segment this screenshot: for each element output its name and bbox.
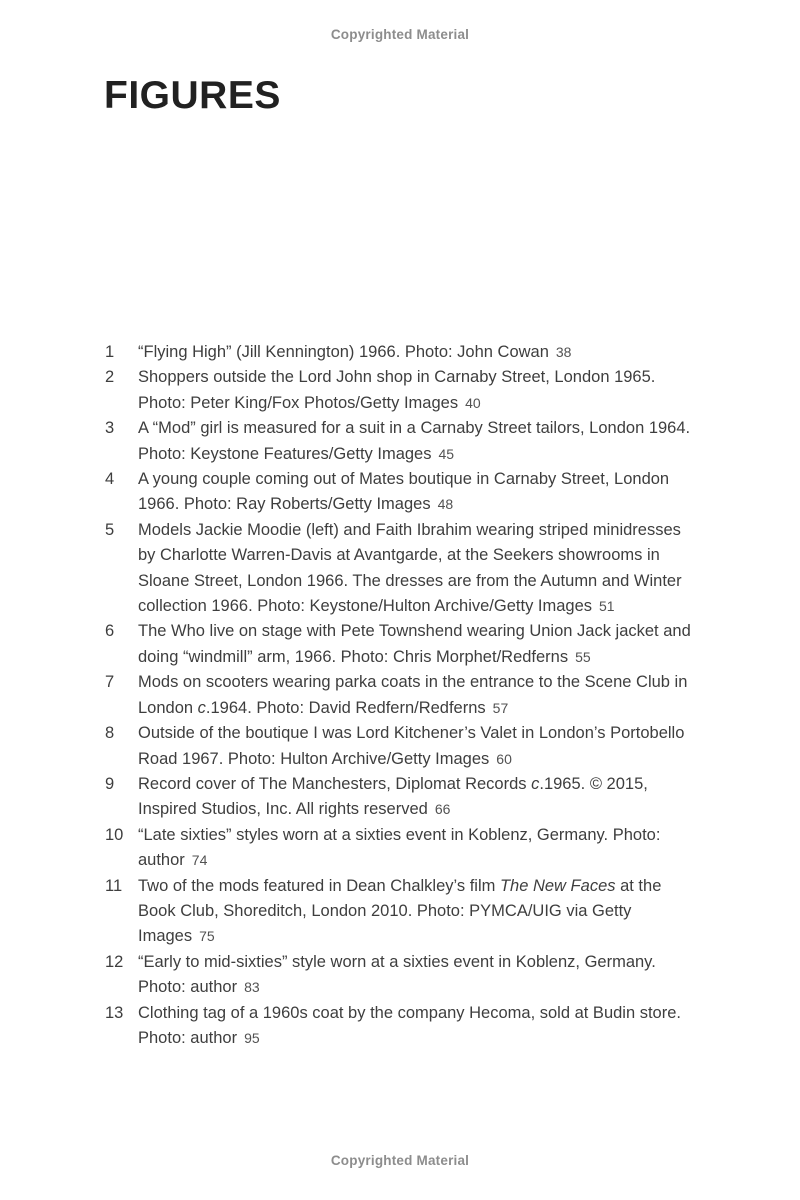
figure-entry (105, 340, 693, 365)
figure-entry (105, 467, 693, 518)
figure-page-number: 83 (244, 979, 260, 996)
figure-caption (138, 953, 656, 996)
figure-caption (138, 724, 684, 767)
figure-caption-segment: The New Faces (499, 876, 616, 895)
figure-entry (105, 950, 693, 1001)
figures-list (105, 340, 693, 1051)
figure-page-number: 51 (599, 598, 615, 615)
copyright-notice-bottom: Copyrighted Material (330, 1153, 470, 1168)
figure-page-number: 48 (437, 496, 454, 513)
figure-page-number: 57 (492, 699, 509, 716)
figure-entry (105, 365, 693, 416)
figure-number: 10 (105, 825, 124, 844)
page-title: FIGURES (104, 74, 281, 117)
figure-caption-segment: c (197, 698, 206, 717)
figure-caption (138, 1004, 681, 1047)
figure-caption (138, 775, 648, 818)
figure-number: 2 (105, 368, 115, 387)
figure-caption-segment: “Flying High” (Jill Kennington) 1966. Photo: John Cowan (138, 343, 549, 361)
figure-entry (105, 416, 693, 467)
figure-entry (105, 670, 693, 721)
figure-number: 4 (105, 470, 115, 489)
figure-entry (105, 823, 693, 874)
figure-caption (138, 343, 571, 361)
figure-entry (105, 721, 693, 772)
figure-caption-segment: Clothing tag of a 1960s coat by the company Hecoma, sold at Budin store. Photo: author (138, 1003, 681, 1047)
figure-entry (105, 1001, 693, 1052)
figure-number: 9 (105, 774, 115, 793)
figure-number: 13 (105, 1003, 124, 1022)
figure-caption (138, 826, 660, 869)
figure-number: 11 (105, 876, 123, 895)
figure-caption-segment: at the Book Club, Shoreditch, London 2010. Photo: PYMCA/UIG via Getty Images (138, 876, 662, 946)
figure-entry (105, 772, 693, 823)
figure-caption-segment: A “Mod” girl is measured for a suit in a Carnaby Street tailors, London 1964. Photo: Keystone Features/Getty Images (138, 419, 691, 463)
figure-page-number: 40 (465, 394, 481, 411)
figure-number: 1 (105, 343, 115, 361)
figure-number: 3 (105, 419, 115, 438)
figure-number: 6 (105, 622, 115, 641)
figure-page-number: 60 (496, 750, 512, 767)
figure-caption-segment: Mods on scooters wearing parka coats in the entrance to the Scene Club in London (138, 673, 688, 717)
figure-caption-segment: Outside of the boutique I was Lord Kitchener’s Valet in London’s Portobello Road 1967. Photo: Hulton Archive/Getty Images (138, 724, 685, 768)
figure-caption-segment: .1965. © 2015, Inspired Studios, Inc. All rights reserved (138, 774, 648, 819)
figure-caption (138, 673, 687, 716)
figure-entry (105, 518, 693, 620)
figure-caption (138, 470, 669, 513)
figure-page-number: 38 (555, 344, 572, 360)
figure-page-number: 75 (199, 928, 215, 945)
figure-page-number: 66 (434, 801, 451, 818)
figure-caption (138, 368, 655, 411)
figure-caption (138, 521, 682, 615)
figure-entry (105, 619, 693, 670)
figure-page-number: 55 (575, 648, 591, 665)
figure-caption (138, 419, 690, 462)
figure-caption-segment: “Early to mid-sixties” style worn at a sixties event in Koblenz, Germany. Photo: author (138, 952, 656, 997)
figure-number: 5 (105, 520, 115, 539)
figure-caption (138, 877, 661, 946)
figure-caption-segment: Record cover of The Manchesters, Diplomat Records (138, 774, 532, 793)
figure-page-number: 95 (244, 1029, 260, 1046)
figure-caption-segment: .1964. Photo: David Redfern/Redferns (205, 698, 486, 717)
figure-caption-segment: Shoppers outside the Lord John shop in Carnaby Street, London 1965. Photo: Peter King/Fox Photos/Getty Images (138, 368, 656, 412)
figure-number: 8 (105, 724, 115, 743)
figure-caption-segment: A young couple coming out of Mates boutique in Carnaby Street, London 1966. Photo: Ray Roberts/Getty Images (138, 470, 670, 514)
figure-number: 7 (105, 673, 115, 692)
figure-caption-segment: “Late sixties” styles worn at a sixties event in Koblenz, Germany. Photo: author (138, 825, 661, 870)
copyright-notice-top: Copyrighted Material (330, 27, 470, 42)
figure-entry (105, 874, 693, 950)
figure-caption-segment: Two of the mods featured in Dean Chalkley’s film (138, 876, 500, 895)
figure-caption-segment: c (531, 774, 540, 793)
figure-page-number: 74 (191, 852, 208, 869)
figure-caption-segment: Models Jackie Moodie (left) and Faith Ibrahim wearing striped minidresses by Charlotte Warren-Davis at Avantgarde, at the Seekers showrooms in Sloane Street, London 1966. The dresses are from the Autumn and Winter collection 1966. Photo: Keystone/Hulton Archive/Getty Images (138, 520, 682, 616)
figure-number: 12 (105, 952, 124, 971)
figure-caption-segment: The Who live on stage with Pete Townshend wearing Union Jack jacket and doing “windmill” arm, 1966. Photo: Chris Morphet/Redferns (138, 622, 691, 666)
figure-caption (138, 622, 691, 665)
figure-page-number: 45 (438, 445, 455, 462)
